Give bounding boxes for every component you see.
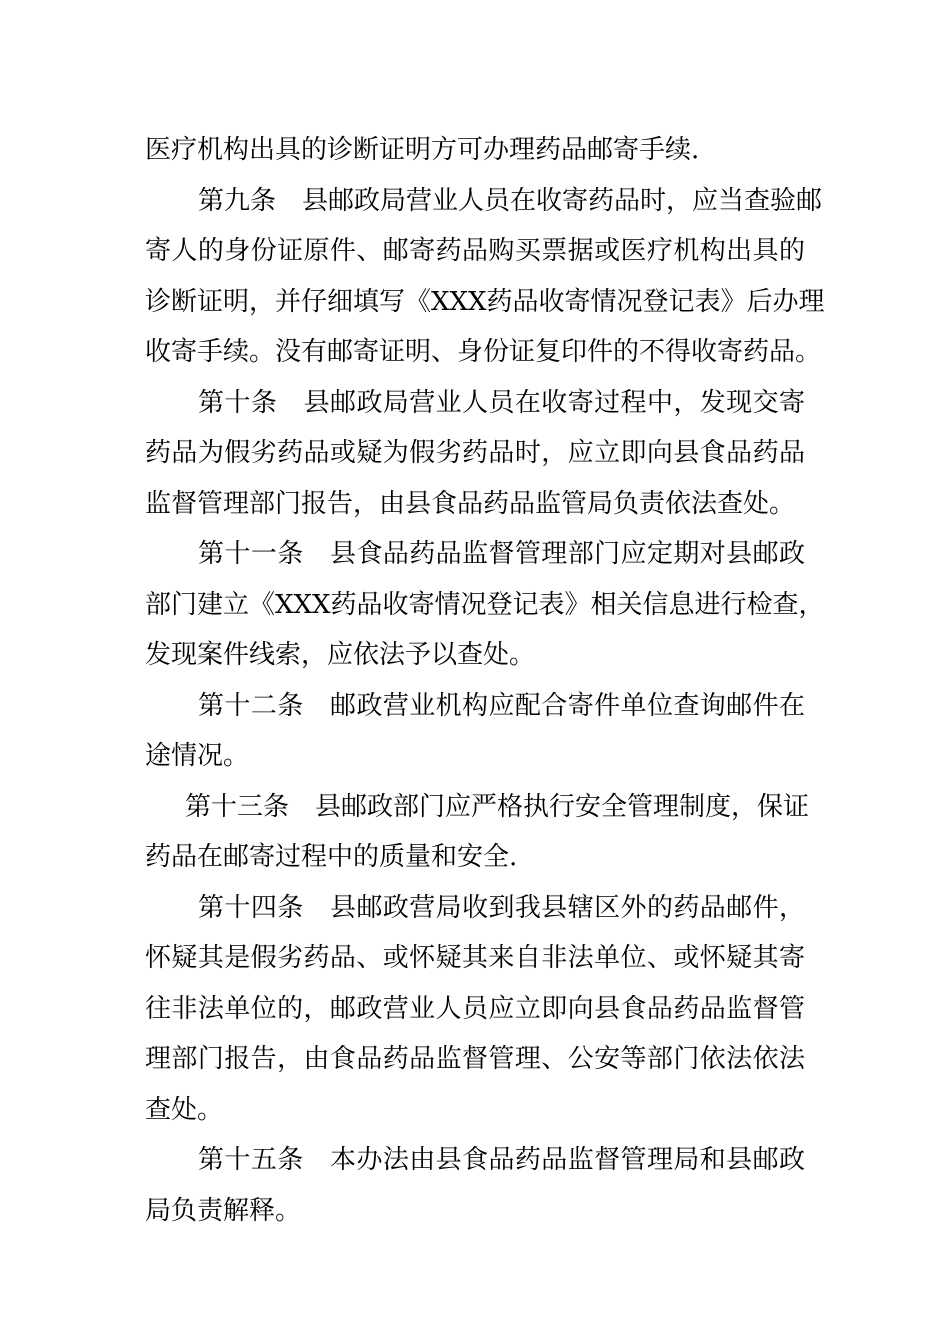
text-line: 查处。	[145, 1094, 224, 1125]
text-line: 第十四条 县邮政营局收到我县辖区外的药品邮件，	[198, 892, 805, 923]
text-line: 第十五条 本办法由县食品药品监督管理局和县邮政	[198, 1145, 805, 1175]
text-line: 药品在邮寄过程中的质量和安全.	[145, 842, 518, 872]
text-line: 往非法单位的，邮政营业人员应立即向县食品药品监督管	[145, 993, 805, 1024]
text-line: 寄人的身份证原件、邮寄药品购买票据或医疗机构出具的	[145, 236, 805, 266]
text-line: 第九条 县邮政局营业人员在收寄药品时，应当查验邮	[198, 185, 823, 216]
text-line: 途情况。	[145, 741, 250, 771]
text-line: 第十条 县邮政局营业人员在收寄过程中，发现交寄	[198, 387, 805, 418]
text-line: 收寄手续。没有邮寄证明、身份证复印件的不得收寄药品。	[145, 337, 822, 367]
text-line: 发现案件线索，应依法予以查处。	[145, 640, 536, 670]
text-line: 理部门报告，由食品药品监督管理、公安等部门依法依法	[145, 1044, 805, 1074]
text-line: 怀疑其是假劣药品、或怀疑其来自非法单位、或怀疑其寄	[145, 943, 805, 973]
text-line: 诊断证明，并仔细填写《XXX药品收寄情况登记表》后办理	[145, 286, 825, 317]
text-line: 药品为假劣药品或疑为假劣药品时，应立即向县食品药品	[145, 438, 805, 468]
text-line: 局负责解释。	[145, 1195, 302, 1226]
document-body	[145, 125, 825, 1236]
text-line: 医疗机构出具的诊断证明方可办理药品邮寄手续.	[145, 135, 700, 165]
text-line: 第十二条 邮政营业机构应配合寄件单位查询邮件在	[198, 690, 805, 721]
text-line: 监督管理部门报告，由县食品药品监管局负责依法查处。	[145, 488, 796, 519]
text-line: 部门建立《XXX药品收寄情况登记表》相关信息进行检查，	[145, 589, 825, 620]
text-line: 第十三条 县邮政部门应严格执行安全管理制度，保证	[185, 791, 810, 822]
text-line: 第十一条 县食品药品监督管理部门应定期对县邮政	[198, 539, 805, 569]
